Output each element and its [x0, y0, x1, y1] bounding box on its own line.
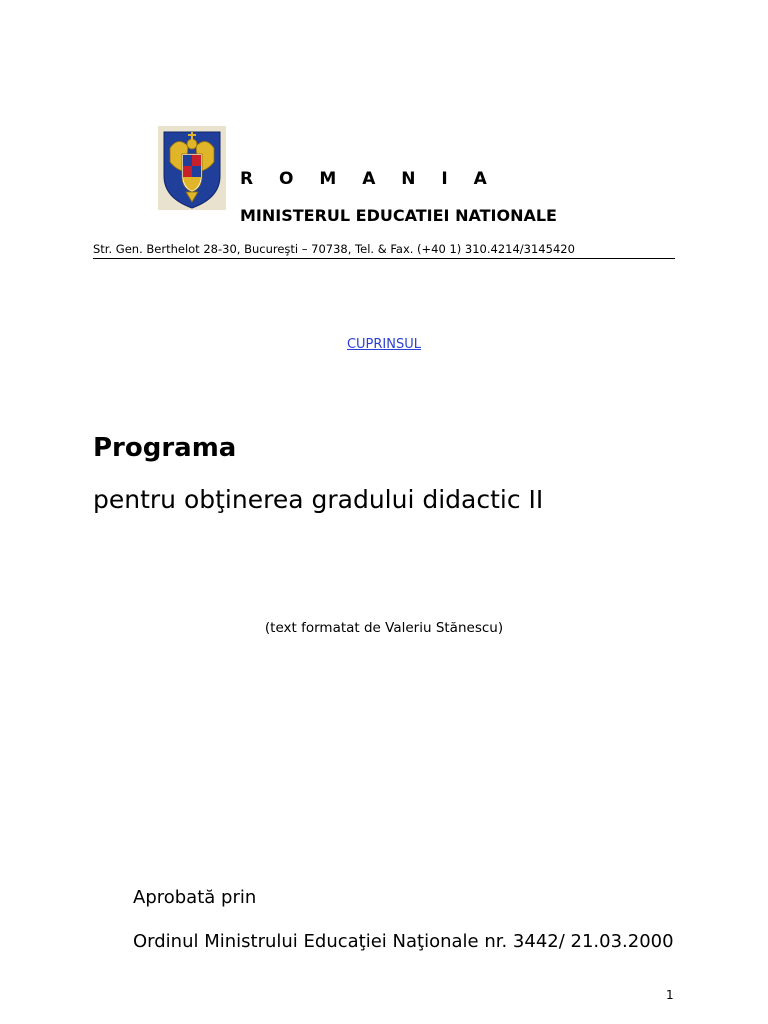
ministry-address: Str. Gen. Berthelot 28-30, Bucureşti – 70738, Tel. & Fax. (+40 1) 310.4214/3145420: [93, 242, 675, 259]
table-of-contents-link[interactable]: CUPRINSUL: [346, 337, 422, 352]
ministry-name: MINISTERUL EDUCATIEI NATIONALE: [240, 206, 557, 225]
document-subtitle: pentru obţinerea gradului didactic II: [93, 485, 544, 514]
country-heading: R O M A N I A: [240, 169, 497, 189]
approval-line: Aprobată prin: [133, 887, 257, 908]
approval-order: Ordinul Ministrului Educaţiei Naţionale nr. 3442/ 21.03.2000: [133, 931, 674, 952]
page-number: 1: [666, 988, 674, 1002]
document-title: Programa: [93, 433, 237, 463]
coat-of-arms-icon: [158, 126, 226, 210]
formatting-note: (text formatat de Valeriu Stănescu): [264, 620, 504, 636]
